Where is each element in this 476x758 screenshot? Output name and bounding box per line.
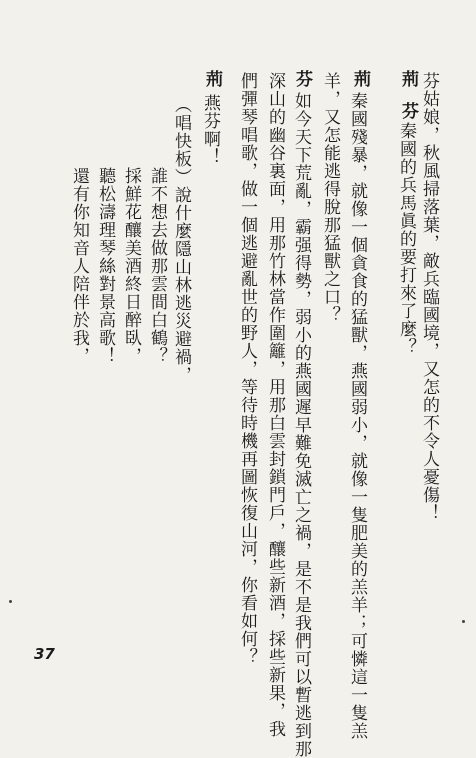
dialogue-line: 芬姑娘，秋風掃落葉，敵兵臨國境，又怎的不令人憂傷！ xyxy=(419,72,439,522)
song-line: （唱快板）說什麼隱山林逃災避禍， xyxy=(171,96,191,384)
song-line: 誰不想去做那雲間白鶴？ xyxy=(147,167,167,365)
dialogue-line: 深山的幽谷裏面，用那竹林當作圍籬，用那白雲封鎖門戶，釀些新酒，採些新果，我 xyxy=(265,72,285,738)
speaker-label: 芬 xyxy=(398,102,418,119)
dialogue-line: 如今天下荒亂，霸强得勢，弱小的燕國遲早難免滅亡之禍，是不是我們可以暫逃到那 xyxy=(291,92,311,758)
speaker-label: 芬 xyxy=(292,70,312,87)
song-line: 聽松濤理琴絲對景高歌！ xyxy=(95,167,115,365)
song-line: 採鮮花釀美酒終日醉臥， xyxy=(121,167,141,365)
song-line: 還有你知音人陪伴於我， xyxy=(69,167,89,365)
dialogue-line: 秦國的兵馬眞的要打來了麼？ xyxy=(396,122,416,356)
speaker-label: 荊 xyxy=(398,70,418,87)
dialogue-line: 們彈琴唱歌，做一個逃避亂世的野人，等待時機再圖恢復山河，你看如何？ xyxy=(237,72,257,666)
print-speck xyxy=(9,600,12,603)
speaker-label: 荊 xyxy=(350,70,370,87)
print-speck xyxy=(462,620,465,623)
dialogue-line: 羊，又怎能逃得脫那猛獸之口？ xyxy=(320,72,340,324)
dialogue-line: 秦國殘暴，就像一個貪食的猛獸，燕國弱小，就像一隻肥美的羔羊；可憐這一隻羔 xyxy=(347,92,367,740)
dialogue-line: 燕芬啊！ xyxy=(200,94,220,166)
page-number: 37 xyxy=(34,645,55,663)
speaker-label: 荊 xyxy=(202,70,222,87)
